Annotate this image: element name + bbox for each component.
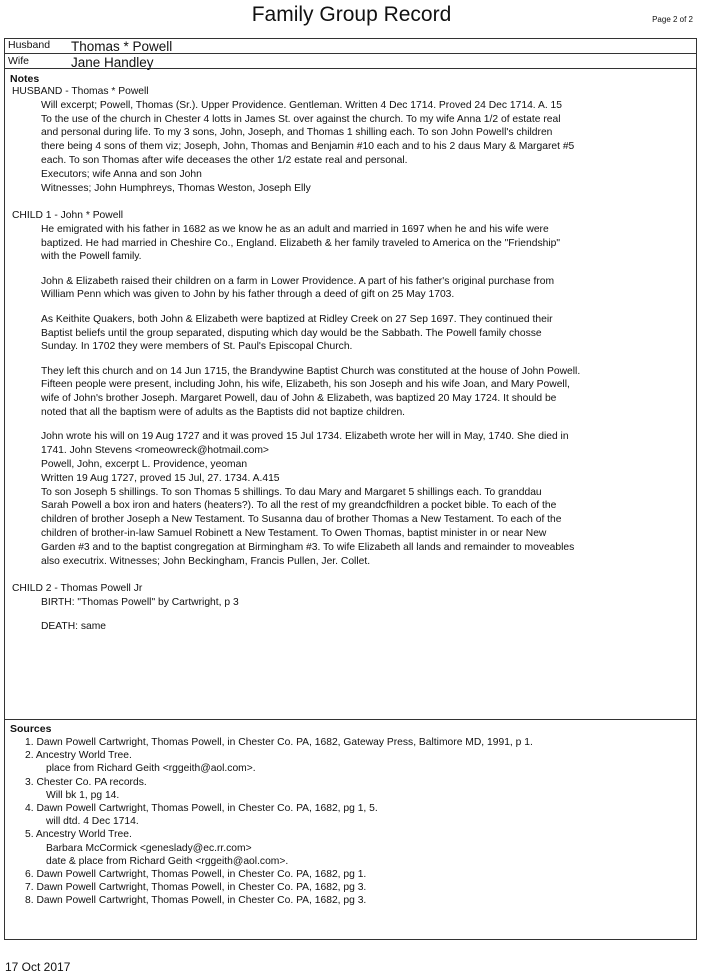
note-line: To son Joseph 5 shillings. To son Thomas 5 shillings. To dau Mary and Margaret 5 shillings each. To granddau [41, 486, 542, 498]
page-title: Family Group Record [251, 3, 452, 26]
note-heading: CHILD 1 - John * Powell [12, 209, 124, 221]
note-line: BIRTH: "Thomas Powell" by Cartwright, p 3 [41, 596, 239, 608]
source-detail: place from Richard Geith <rggeith@aol.com>. [46, 763, 256, 775]
wife-label: Wife [8, 55, 29, 67]
note-heading: CHILD 2 - Thomas Powell Jr [12, 582, 143, 594]
note-line: 1741. John Stevens <romeowreck@hotmail.com> [41, 445, 269, 457]
source-item: 2. Ancestry World Tree. [25, 750, 132, 762]
note-line: John & Elizabeth raised their children on a farm in Lower Providence. A part of his father's original purchase from [41, 275, 555, 287]
notes-label: Notes [10, 73, 40, 85]
source-item: 1. Dawn Powell Cartwright, Thomas Powell, in Chester Co. PA, 1682, Gateway Press, Baltimore MD, 1991, p 1. [25, 737, 533, 748]
page-header [0, 0, 703, 30]
sources-label: Sources [10, 723, 52, 735]
note-line: They left this church and on 14 Jun 1715, the Brandywine Baptist Church was constituted at the house of John Powell. [41, 365, 581, 377]
print-date: 17 Oct 2017 [5, 960, 71, 974]
source-detail: Barbara McCormick <geneslady@ec.rr.com> [46, 842, 252, 854]
note-line: also executrix. Witnesses; John Beckingham, Francis Pullen, Jer. Collet. [41, 555, 371, 567]
source-detail: Will bk 1, pg 14. [46, 789, 120, 801]
note-line: Garden #3 and to the baptist congregation at Birmingham #3. To wife Elizabeth all lands and remainder to moveables [41, 541, 575, 553]
source-item: 7. Dawn Powell Cartwright, Thomas Powell, in Chester Co. PA, 1682, pg 3. [25, 882, 367, 894]
husband-label: Husband [8, 39, 51, 51]
page-number: Page 2 of 2 [652, 15, 693, 24]
source-item: 3. Chester Co. PA records. [25, 776, 147, 788]
note-line: Written 19 Aug 1727, proved 15 Jul, 27. 1734. A.415 [41, 472, 280, 484]
source-item: 4. Dawn Powell Cartwright, Thomas Powell, in Chester Co. PA, 1682, pg 1, 5. [25, 803, 378, 814]
wife-row [5, 54, 696, 69]
source-item: 6. Dawn Powell Cartwright, Thomas Powell, in Chester Co. PA, 1682, pg 1. [25, 869, 367, 880]
note-line: children of brother-in-law Samuel Robinett a New Testament. To Owen Thomas, baptist minister in or near New [41, 527, 547, 539]
note-line: Sunday. In 1702 they were members of St. Paul's Episcopal Church. [41, 341, 353, 353]
wife-name: Jane Handley [71, 55, 154, 70]
note-line: William Penn which was given to John by his father through a deed of gift on 25 May 1703. [41, 289, 455, 301]
husband-row [5, 39, 696, 54]
source-item: 8. Dawn Powell Cartwright, Thomas Powell, in Chester Co. PA, 1682, pg 3. [25, 895, 367, 907]
note-heading: HUSBAND - Thomas * Powell [12, 86, 149, 97]
section-divider [5, 719, 696, 720]
note-line: Executors; wife Anna and son John [41, 168, 202, 180]
note-line: John wrote his will on 19 Aug 1727 and it was proved 15 Jul 1734. Elizabeth wrote her will in May, 1740. She died in [41, 431, 569, 443]
note-line: noted that all the baptism were of adults as the Baptists did not baptize children. [41, 407, 406, 418]
note-line: Powell, John, excerpt L. Providence, yeoman [41, 458, 248, 470]
note-line: children of brother Joseph a New Testament. To Susanna dau of brother Thomas a New Testament. To each of the [41, 514, 562, 526]
note-line: Baptist beliefs until the group separated, disputing which day would be the Sabbath. The Powell family chosse [41, 327, 542, 339]
note-line: DEATH: same [41, 620, 107, 632]
note-line: with the Powell family. [41, 251, 142, 263]
record-frame [4, 38, 697, 940]
note-line: there being 4 sons of them viz; Joseph, John, Thomas and Benjamin #10 each and to his 2 daus Mary & Margaret #5 [41, 141, 575, 153]
note-line: Sarah Powell a box iron and haters (heaters?). To all the rest of my greandcfhildren a pocket bible. To each of the [41, 500, 557, 512]
note-line: wife of John's brother Joseph. Margaret Powell, dau of John & Elizabeth, was baptized 20 May 1724. It should be [41, 393, 557, 405]
husband-name: Thomas * Powell [71, 39, 173, 54]
note-line: and personal during life. To my 3 sons, John, Joseph, and Thomas 1 shilling each. To son John Powell's children [41, 127, 553, 139]
source-item: 5. Ancestry World Tree. [25, 829, 132, 841]
note-line: To the use of the church in Chester 4 lotts in James St. over against the church. To my wife Anna 1/2 of estate real [41, 113, 561, 125]
source-detail: date & place from Richard Geith <rggeith@aol.com>. [46, 855, 289, 867]
note-line: Witnesses; John Humphreys, Thomas Weston, Joseph Elly [41, 182, 311, 194]
note-line: He emigrated with his father in 1682 as we know he as an adult and married in 1697 when he and his wife were [41, 223, 549, 235]
note-line: each. To son Thomas after wife deceases the other 1/2 estate real and personal. [41, 155, 408, 166]
note-line: Fifteen people were present, including John, his wife, Elizabeth, his son Joseph and his wife Joan, and Mary Powell, [41, 379, 570, 391]
note-line: baptized. He had married in Cheshire Co., England. Elizabeth & her family traveled to America on the "Friendship" [41, 237, 560, 249]
note-line: Will excerpt; Powell, Thomas (Sr.). Upper Providence. Gentleman. Written 4 Dec 1714. Proved 24 Dec 1714. A. 15 [41, 99, 563, 111]
note-line: As Keithite Quakers, both John & Elizabeth were baptized at Ridley Creek on 27 Sep 1697. They continued their [41, 313, 553, 325]
source-detail: will dtd. 4 Dec 1714. [46, 816, 139, 828]
